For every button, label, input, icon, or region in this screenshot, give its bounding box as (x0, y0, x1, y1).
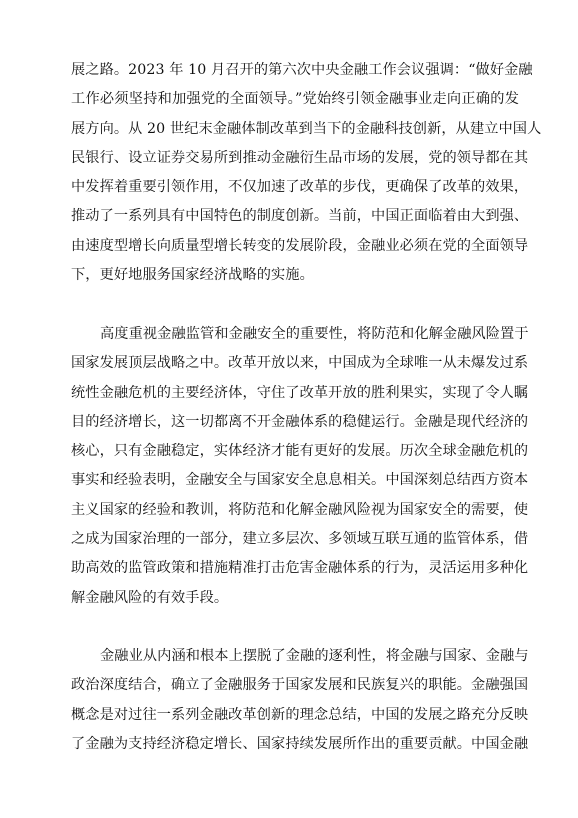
paragraph-line: 民银行、设立证券交易所到推动金融衍生品市场的发展，党的领导都在其 (71, 149, 529, 166)
paragraph-line: 推动了一系列具有中国特色的制度创新。当前，中国正面临着由大到强、 (71, 208, 529, 225)
paragraph-line: 由速度型增长向质量型增长转变的发展阶段，金融业必须在党的全面领导 (71, 237, 529, 254)
paragraph-line: 目的经济增长，这一切都离不开金融体系的稳健运行。金融是现代经济的 (71, 413, 529, 430)
paragraph-line: 政治深度结合，确立了金融服务于国家发展和民族复兴的职能。金融强国 (71, 677, 529, 694)
paragraph-line: 助高效的监管政策和措施精准打击危害金融体系的行为，灵活运用多种化 (71, 560, 529, 577)
paragraph-1 (71, 56, 542, 290)
paragraph-line: 之成为国家治理的一部分，建立多层次、多领域互联互通的监管体系，借 (71, 531, 529, 548)
paragraph-line: 金融业从内涵和根本上摆脱了金融的逐利性，将金融与国家、金融与 (100, 648, 529, 664)
paragraph-line: 展方向。从 20 世纪末金融体制改革到当下的金融科技创新，从建立中国人 (71, 120, 542, 137)
paragraph-line: 国家发展顶层战略之中。改革开放以来，中国成为全球唯一从未爆发过系 (71, 355, 529, 372)
paragraph-line: 中发挥着重要引领作用，不仅加速了改革的步伐，更确保了改革的效果， (71, 179, 529, 196)
paragraph-line: 工作必须坚持和加强党的全面领导。”党始终引领金融事业走向正确的发 (71, 91, 519, 108)
paragraph-line: 事实和经验表明，金融安全与国家安全息息相关。中国深刻总结西方资本 (71, 472, 529, 489)
paragraph-line: 了金融为支持经济稳定增长、国家持续发展所作出的重要贡献。中国金融 (71, 735, 529, 752)
paragraph-line: 解金融风险的有效手段。 (71, 589, 229, 606)
paragraph-line: 下，更好地服务国家经济战略的实施。 (71, 267, 314, 284)
paragraph-line: 高度重视金融监管和金融安全的重要性，将防范和化解金融风险置于 (100, 326, 529, 342)
paragraph-line: 统性金融危机的主要经济体，守住了改革开放的胜利果实，实现了令人瞩 (71, 384, 529, 401)
paragraph-2 (71, 320, 529, 613)
paragraph-line: 展之路。2023 年 10 月召开的第六次中央金融工作会议强调：“做好金融 (71, 62, 533, 78)
paragraph-line: 核心，只有金融稳定，实体经济才能有更好的发展。历次全球金融危机的 (71, 443, 529, 460)
paragraph-3 (71, 642, 529, 759)
paragraph-line: 概念是对过往一系列金融改革创新的理念总结，中国的发展之路充分反映 (71, 706, 529, 723)
paragraph-line: 主义国家的经验和教训，将防范和化解金融风险视为国家安全的需要，使 (71, 501, 529, 518)
